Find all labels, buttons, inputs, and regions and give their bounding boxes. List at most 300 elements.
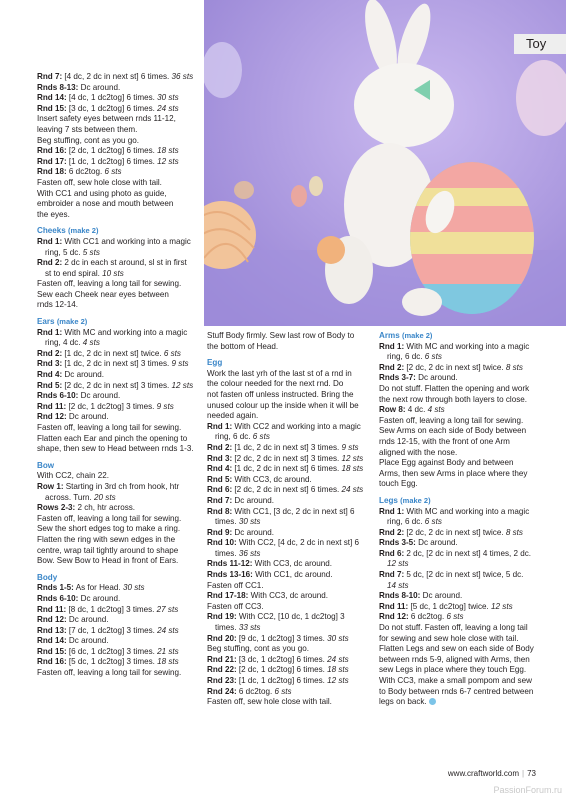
instruction-text: centre, wrap tail tightly around to shape [37,545,179,555]
stitch-count: 6 sts [446,612,464,622]
instruction-text: [4 dc, 1 dc2tog] 6 times. [66,93,158,103]
pattern-line [37,668,200,679]
pattern-line [379,373,537,384]
pattern-line [379,342,537,353]
pattern-line [207,559,373,570]
instruction-text: sew Legs in place where they touch Egg. [379,665,527,675]
round-label: Rnd 12: [379,612,409,622]
instruction-text: [1 dc, 2 dc in next st] 6 times. [232,464,342,474]
section-heading [37,317,200,328]
round-label: Rnd 2: [207,442,233,452]
round-label: Rnd 5: [207,474,233,484]
pattern-line [207,570,373,581]
stitch-count: 6 sts [424,517,442,527]
section-title: Ears [37,317,55,327]
instruction-text: [3 dc, 1 dc2tog] 6 times. [236,654,328,664]
pattern-line [207,549,373,560]
pattern-line [207,475,373,486]
pattern-line [37,583,200,594]
pattern-line [37,423,200,434]
round-label: Rnd 1: [207,421,233,431]
instruction-text: Starting in 3rd ch from hook, htr [63,481,180,491]
round-label: Rnd 2: [37,348,63,358]
pattern-line [37,444,200,455]
round-label: Rnd 1: [37,327,63,337]
round-label: Rnd 16: [37,146,67,156]
section-title: Body [37,572,58,582]
pattern-line [37,237,200,248]
pattern-line [37,605,200,616]
round-label: Rnd 19: [207,612,237,622]
instruction-text: Sew Arms on each side of Body between [379,426,527,436]
instruction-text: Fasten off CC3. [207,601,264,611]
stitch-count: 6 sts [104,167,122,177]
pattern-line [37,104,200,115]
round-label: Rnds 6-10: [37,593,79,603]
pattern-line [379,559,537,570]
instruction-text: Dc around. [232,495,275,505]
pattern-line [37,210,200,221]
instruction-text: With CC2, chain 22. [37,471,109,481]
pattern-line [379,623,537,634]
pattern-line [207,507,373,518]
pattern-line [37,146,200,157]
round-label: Rnds 11-12: [207,559,253,569]
pattern-line [37,157,200,168]
stitch-count: 9 sts [341,442,359,452]
section-heading [379,331,537,342]
round-label: Rnd 7: [37,72,63,81]
instruction-text: Flatten Legs and sew on each side of Body [379,644,534,654]
round-label: Rnd 7: [379,570,405,580]
pattern-line [379,581,537,592]
section-tab: Toy [514,34,566,54]
instruction-text: between rnds 5-9, aligned with Arms, then [379,654,530,664]
pattern-line [37,556,200,567]
instruction-text: [2 dc, 1 dc2tog] 6 times. [66,146,158,156]
round-label: Rnd 14: [37,93,67,103]
round-label: Rnd 6: [207,485,233,495]
stitch-count: 6 sts [163,348,181,358]
instruction-text: [7 dc, 1 dc2tog] 3 times. [66,625,158,635]
instruction-text: rnds 12-15, with the front of one Arm [379,436,510,446]
pattern-line [37,258,200,269]
pattern-line [37,338,200,349]
instruction-text: Fasten off, leaving a long tail for sewing. [37,513,182,523]
amigurumi-bunny-illustration [204,0,566,326]
stitch-count: 20 sts [94,492,116,502]
pattern-line [37,300,200,311]
instruction-text: for sewing and sew hole close with tail. [379,633,519,643]
stitch-count: 36 sts [171,72,194,81]
instruction-text: Stuff Body firmly. Sew last row of Body to [207,331,355,340]
pattern-line [37,471,200,482]
section-title: Legs [379,495,398,505]
pattern-line [37,72,200,83]
instruction-text: Fasten off, leaving a long tail for sewing. [37,668,182,678]
instruction-text: [3 dc, 1 dc2tog] 6 times. [66,103,158,113]
pattern-line [37,402,200,413]
pattern-line [207,644,373,655]
stitch-count: 12 sts [157,156,179,166]
stitch-count: 18 sts [157,657,179,667]
round-label: Rnd 21: [207,654,237,664]
round-label: Rnd 22: [207,665,237,675]
section-title: Cheeks [37,226,66,236]
pattern-line [37,503,200,514]
stitch-count: 36 sts [238,548,261,558]
pattern-line [379,416,537,427]
instruction-text: the bottom of Head. [207,341,279,351]
stitch-count: 9 sts [156,401,174,411]
stitch-count: 10 sts [102,268,124,278]
instruction-text: Dc around. [420,591,463,601]
instruction-text: [1 dc, 2 dc in next st] twice. [62,348,164,358]
stitch-count: 6 sts [274,686,292,696]
round-label: Rnd 11: [37,401,67,411]
pattern-line [379,665,537,676]
round-label: Rnd 11: [37,604,67,614]
pattern-line [379,352,537,363]
pattern-line [207,581,373,592]
instruction-text: Fasten off, sew hole close with tail. [207,697,332,707]
instruction-text: Work the last yrh of the last st of a rnd in [207,368,352,378]
instruction-text: [4 dc, 2 dc in next st] 6 times. [62,72,172,81]
pattern-line [37,412,200,423]
round-label: Rnds 6-10: [37,391,79,401]
round-label: Rnd 13: [37,625,67,635]
pattern-line [379,612,537,623]
instruction-text: With MC and working into a magic [404,506,530,516]
pattern-line [37,114,200,125]
page-footer [448,769,536,778]
section-heading [379,496,537,507]
round-label: Rnd 7: [207,495,233,505]
pattern-line [207,342,373,353]
instruction-text: 6 dc2tog. [408,612,447,622]
pattern-line [379,549,537,560]
pattern-line [37,482,200,493]
instruction-text: the eyes. [37,209,70,219]
stitch-count: 8 sts [505,527,523,537]
instruction-text: Bow. Sew Bow to Head in front of Ears. [37,556,179,566]
round-label: Row 1: [37,481,64,491]
section-note: (make 2) [56,317,88,327]
pattern-line [207,623,373,634]
instruction-text: Fasten off, sew hole close with tail. [37,177,162,187]
round-label: Rnd 3: [37,359,63,369]
instruction-text: Beg stuffing, cont as you go. [37,135,139,145]
pattern-line [37,279,200,290]
instruction-text: [2 dc, 1 dc2tog] 3 times. [66,401,157,411]
pattern-line [37,546,200,557]
instruction-text: times. [215,548,239,558]
stitch-count: 21 sts [157,646,179,656]
instruction-text: ring, 6 dc. [215,432,253,442]
pattern-line [37,93,200,104]
instruction-text: 4 dc. [405,405,428,415]
instruction-text: Dc around. [232,527,275,537]
stitch-count: 18 sts [341,464,364,474]
pattern-line [207,464,373,475]
instruction-text: With CC1 and using photo as guide, [37,188,167,198]
pattern-line [379,507,537,518]
pattern-line [207,697,373,708]
instruction-text: Dc around. [78,593,121,603]
instruction-text: With CC2, [10 dc, 1 dc2tog] 3 [236,612,345,622]
round-label: Rnds 8-10: [379,591,421,601]
instruction-text: With CC3, make a small pompom and sew [379,676,532,685]
instruction-text: With MC and working into a magic [62,327,188,337]
instruction-text: Dc around. [415,373,458,383]
round-label: Rnd 12: [37,615,67,625]
round-label: Rnd 1: [379,506,405,516]
round-label: Rnd 2: [379,527,405,537]
pattern-line [37,167,200,178]
round-label: Row 8: [379,405,406,415]
round-label: Rnds 13-16: [207,570,253,580]
round-label: Rnds 3-5: [379,538,416,548]
instruction-text: [1 dc, 1 dc2tog] 6 times. [66,156,158,166]
instruction-text: [1 dc, 2 dc in next st] 3 times. [62,359,172,369]
instruction-text: 2 dc in each st around, sl st in first [62,258,187,268]
instruction-text: Dc around. [78,391,121,401]
pattern-line [37,381,200,392]
instruction-text: rnds 12-14. [37,300,78,310]
instruction-text: With CC1, dc around. [252,570,333,580]
round-label: Rnd 10: [207,538,237,548]
round-label: Rnd 8: [207,506,233,516]
pattern-line [37,328,200,339]
instruction-text: across. Turn. [45,492,95,502]
instruction-text: [6 dc, 1 dc2tog] 3 times. [66,646,158,656]
section-note: (make 2) [400,495,431,505]
pattern-line [207,422,373,433]
instruction-text: legs on back. [379,697,429,707]
stitch-count: 5 sts [82,247,100,257]
pattern-line [37,594,200,605]
round-label: Rnd 4: [37,370,63,380]
instruction-text: [1 dc, 1 dc2tog] 6 times. [236,676,328,685]
pattern-line [207,331,373,342]
round-label: Rnd 11: [379,601,409,611]
instruction-text: ring, 6 dc. [387,352,425,362]
instruction-text: Do not stuff. Flatten the opening and work [379,383,530,393]
pattern-line [207,687,373,698]
pattern-line [37,359,200,370]
pattern-line [379,634,537,645]
instruction-text: With CC1 and working into a magic [62,236,191,246]
pattern-line [379,384,537,395]
instruction-text: [2 dc, 2 dc in next st] 3 times. [232,453,342,463]
round-label: Rnd 23: [207,676,237,685]
pattern-line [379,437,537,448]
stitch-count: 27 sts [156,604,179,614]
round-label: Rows 2-3: [37,503,76,513]
stitch-count: 6 sts [252,432,270,442]
instruction-text: 2 ch, htr across. [75,503,136,513]
stitch-count: 24 sts [341,485,364,495]
pattern-line [37,514,200,525]
pattern-line [379,458,537,469]
section-heading [37,573,200,584]
round-label: Rnd 2: [379,362,405,372]
pattern-line [379,528,537,539]
round-label: Rnd 24: [207,686,237,696]
pattern-line [207,432,373,443]
pattern-line [37,125,200,136]
instruction-text: [5 dc, 1 dc2tog] twice. [408,601,492,611]
instruction-text: Dc around. [66,615,109,625]
stitch-count: 14 sts [387,580,409,590]
column-left [37,72,200,679]
instruction-text: Do not stuff. Fasten off, leaving a long tail [379,623,528,633]
footer-site[interactable]: www.craftworld.com [447,769,520,778]
stitch-count: 24 sts [327,654,349,664]
stitch-count: 12 sts [491,601,513,611]
pattern-line [37,349,200,360]
instruction-text: Fasten off CC1. [207,580,264,590]
pattern-line [379,676,537,687]
instruction-text: 2 dc, [2 dc in next st] 4 times, 2 dc. [404,548,532,558]
instruction-text: Dc around. [66,412,109,422]
instruction-text: Dc around. [78,82,121,92]
pattern-line [37,248,200,259]
pattern-line [207,676,373,687]
instruction-text: 6 dc2tog. [236,686,275,696]
round-label: Rnds 3-7: [379,373,416,383]
instruction-text: the next row through both layers to close. [379,394,528,404]
section-heading [37,461,200,472]
pattern-line [379,591,537,602]
pattern-line [379,405,537,416]
column-middle [207,331,373,708]
instruction-text: With CC2 and working into a magic [232,421,361,431]
pattern-line [37,657,200,668]
instruction-text: [2 dc, 2 dc in next st] twice. [404,527,506,537]
instruction-text: [9 dc, 1 dc2tog] 3 times. [236,633,328,643]
pattern-line [207,411,373,422]
pattern-line [379,602,537,613]
instruction-text: touch Egg. [379,479,418,489]
instruction-text: ring, 5 dc. [45,247,83,257]
pattern-line [379,538,537,549]
instruction-text: [2 dc, 2 dc in next st] twice. [404,362,506,372]
pattern-line [379,570,537,581]
pattern-line [207,602,373,613]
pattern-line [207,612,373,623]
instruction-text: [2 dc, 2 dc in next st] 6 times. [232,485,342,495]
stitch-count: 12 sts [341,453,364,463]
round-label: Rnd 1: [37,236,63,246]
instruction-text: [5 dc, 1 dc2tog] 3 times. [66,657,158,667]
instruction-text: Fasten off, leaving a long tail for sewing. [37,423,182,432]
stitch-count: 4 sts [82,338,100,348]
round-label: Rnd 12: [37,412,67,422]
section-note: (make 2) [68,226,99,236]
round-label: Rnds 1-5: [37,583,74,593]
round-label: Rnd 9: [207,527,233,537]
pattern-line [379,395,537,406]
pattern-line [37,199,200,210]
round-label: Rnd 14: [37,636,67,646]
instruction-text: With CC2, [4 dc, 2 dc in next st] 6 [236,538,360,548]
pattern-line [207,401,373,412]
page-number: 73 [527,769,536,778]
instruction-text: Insert safety eyes between rnds 11-12, [37,114,176,124]
instruction-text: As for Head. [73,583,123,593]
pattern-line [207,591,373,602]
bunny-photo [204,0,566,326]
instruction-text: Dc around. [62,370,105,380]
pattern-line [207,454,373,465]
pattern-line [37,370,200,381]
round-label: Rnd 16: [37,657,67,667]
round-label: Rnd 15: [37,103,67,113]
stitch-count: 4 sts [427,405,445,415]
end-dot-icon [429,698,436,705]
pattern-line [207,517,373,528]
stitch-count: 6 sts [424,352,442,362]
instruction-text: 5 dc, [2 dc in next st] twice, 5 dc. [404,570,524,580]
round-label: Rnd 5: [37,380,63,390]
pattern-line [37,524,200,535]
round-label: Rnd 17-18: [207,591,249,601]
instruction-text: unused colour up the inside when it will be [207,400,359,410]
pattern-line [37,136,200,147]
pattern-line [379,426,537,437]
instruction-text: 6 dc2tog. [66,167,105,177]
instruction-text: [2 dc, 2 dc in next st] 3 times. [62,380,172,390]
round-label: Rnd 4: [207,464,233,474]
pattern-line [207,528,373,539]
section-title: Bow [37,460,55,470]
stitch-count: 18 sts [327,665,349,675]
stitch-count: 12 sts [327,676,349,685]
instruction-text: Fasten off, leaving a long tail for sewing. [37,279,182,289]
stitch-count: 18 sts [157,146,179,156]
pattern-line [37,83,200,94]
pattern-line [37,636,200,647]
stitch-count: 8 sts [505,362,523,372]
pattern-line [207,665,373,676]
stitch-count: 24 sts [157,103,179,113]
section-title: Egg [207,358,223,368]
pattern-line [207,443,373,454]
stitch-count: 30 sts [157,93,179,103]
stitch-count: 24 sts [157,625,179,635]
instruction-text: Flatten the ring with sewn edges in the [37,534,176,544]
instruction-text: ring, 4 dc. [45,338,83,348]
pattern-line [207,496,373,507]
stitch-count: 9 sts [171,359,189,369]
round-label: Rnd 17: [37,156,67,166]
pattern-line [207,485,373,496]
instruction-text: Flatten each Ear and pinch the opening to [37,433,188,443]
instruction-text: With CC3, dc around. [252,559,333,569]
pattern-line [37,647,200,658]
instruction-text: times. [215,517,239,527]
section-title: Arms [379,331,400,340]
instruction-text: Arms, then sew Arms in place where they [379,468,528,478]
round-label: Rnd 18: [37,167,67,177]
instruction-text: leaving 7 sts between them. [37,124,138,134]
instruction-text: aligned with the nose. [379,447,458,457]
pattern-line [379,655,537,666]
instruction-text: ring, 6 dc. [387,517,425,527]
instruction-text: needed again. [207,411,259,421]
pattern-line [37,434,200,445]
